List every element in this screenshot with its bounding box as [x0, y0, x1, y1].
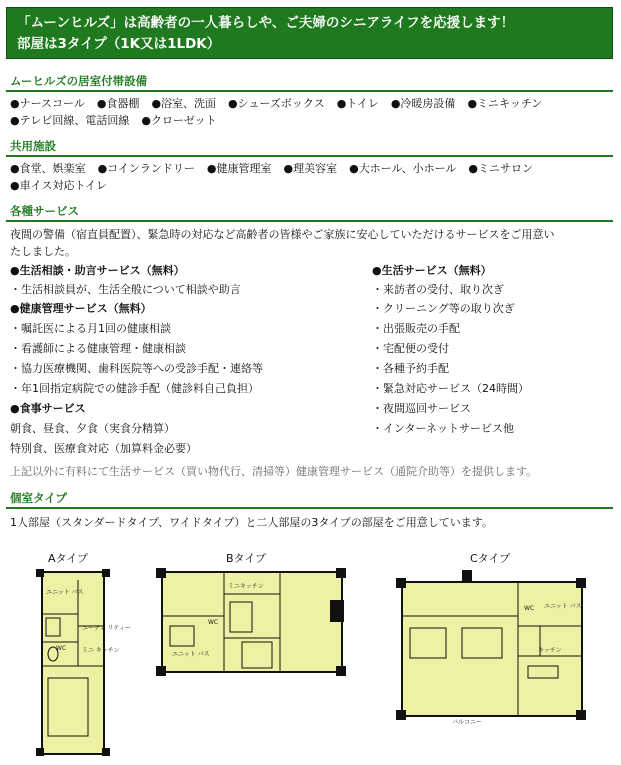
- shared-item: ●理美容室: [283, 162, 338, 175]
- service-left-6: ・協力医療機関、歯科医院等への受診手配・連絡等: [10, 362, 263, 375]
- plan-b-unit-bath-label: ユニット バス: [172, 651, 210, 658]
- floor-plan-b: [150, 566, 350, 678]
- facility-item: ●食器棚: [96, 97, 140, 110]
- shared-item: ●コインランドリー: [97, 162, 195, 175]
- shared-facilities-row-2: [10, 179, 610, 193]
- shared-item: ●食堂、娯楽室: [10, 162, 86, 175]
- shared-item: ●健康管理室: [206, 162, 272, 175]
- services-intro-line-1: 夜間の警備（宿直員配置）、緊急時の対応など高齢者の皆様やご家族に安心していただけるサービスをご用意い: [10, 228, 555, 241]
- section-services-title: 各種サービス: [6, 203, 613, 222]
- room-types-description: 1人部屋（スタンダードタイプ、ワイドタイプ）と二人部屋の3タイプの部屋をご用意しています。: [10, 516, 493, 529]
- room-facilities-row-2: [10, 114, 610, 128]
- section-room-facilities-title: ムーヒルズの居室付帯設備: [6, 73, 613, 92]
- service-right-8: ・夜間巡回サービス: [372, 402, 471, 415]
- service-left-9: 朝食、昼食、夕食（実食分精算）: [10, 422, 175, 435]
- service-left-10: 特別食、医療食対応（加算料金必要）: [10, 442, 197, 455]
- header-title: 「ムーンヒルズ」は高齢者の一人暮らしや、ご夫婦のシニアライフを応援します！: [17, 15, 515, 31]
- floor-plan-c: [390, 566, 590, 726]
- section-shared-facilities-title: 共用施設: [6, 138, 613, 157]
- floor-plan-a: [28, 566, 131, 756]
- service-left-1: ●生活相談・助言サービス（無料）: [10, 264, 185, 277]
- service-left-8: ●食事サービス: [10, 402, 86, 415]
- facility-item: ●クローゼット: [141, 114, 217, 127]
- service-right-1: ●生活サービス（無料）: [372, 264, 492, 277]
- room-facilities-row-1: [10, 97, 610, 111]
- facility-item: ●トイレ: [336, 97, 379, 110]
- facility-item: ●冷暖房設備: [390, 97, 456, 110]
- plan-c-unit-bath-label: ユニット バス: [544, 603, 582, 610]
- service-left-4: ・嘱託医による月1回の健康相談: [10, 322, 171, 335]
- services-footer-note: 上記以外に有料にて生活サービス（買い物代行、清掃等）健康管理サービス（通院介助等）を提供します。: [10, 465, 538, 478]
- service-right-7: ・緊急対応サービス（24時間）: [372, 382, 529, 395]
- services-intro-line-2: たしました。: [10, 245, 76, 258]
- facility-item: ●ナースコール: [10, 97, 85, 110]
- service-right-2: ・来訪者の受付、取り次ぎ: [372, 283, 504, 296]
- page-header-banner: [6, 7, 613, 59]
- plan-a-title: Aタイプ: [48, 552, 88, 565]
- shared-facilities-row-1: [10, 162, 610, 176]
- service-left-2: ・生活相談員が、生活全般について相談や助言: [10, 283, 241, 296]
- service-left-3: ●健康管理サービス（無料）: [10, 302, 152, 315]
- section-room-types-title: 個室タイプ: [6, 490, 613, 509]
- service-left-5: ・看護師による健康管理・健康相談: [10, 342, 186, 355]
- facility-item: ●シューズボックス: [228, 97, 325, 110]
- service-left-7: ・年1回指定病院での健診手配（健診料自己負担）: [10, 382, 259, 395]
- shared-item: ●ミニサロン: [468, 162, 533, 175]
- plan-c-kitchen-label: キッチン: [538, 647, 562, 654]
- plan-a-mini-kitchen-label: ミニ キッチン: [82, 647, 120, 654]
- service-right-6: ・各種予約手配: [372, 362, 449, 375]
- plan-b-title: Bタイプ: [226, 552, 266, 565]
- service-right-5: ・宅配便の受付: [372, 342, 449, 355]
- service-right-4: ・出張販売の手配: [372, 322, 460, 335]
- plan-a-unit-bath-label: ユニット バス: [46, 589, 84, 596]
- shared-item: ●大ホール、小ホール: [349, 162, 457, 175]
- plan-c-wc-label: WC: [524, 605, 535, 612]
- facility-item: ●テレビ回線、電話回線: [10, 114, 130, 127]
- service-right-3: ・クリーニング等の取り次ぎ: [372, 302, 515, 315]
- plan-c-title: Cタイプ: [470, 552, 511, 565]
- shared-item: ●車イス対応トイレ: [10, 179, 107, 192]
- plan-b-mini-kitchen-label: ミニキッチン: [228, 583, 264, 590]
- plan-a-wc-label: WC: [56, 645, 67, 652]
- plan-c-balcony-label: バルコニー: [452, 719, 483, 726]
- service-right-9: ・インターネットサービス他: [372, 422, 515, 435]
- plan-a-utility-label: ユーティ リティー: [82, 625, 131, 632]
- facility-item: ●浴室、洗面: [151, 97, 217, 110]
- header-subtitle: 部屋は3タイプ（1K又は1LDK）: [17, 36, 221, 52]
- facility-item: ●ミニキッチン: [467, 97, 543, 110]
- plan-b-wc-label: WC: [208, 619, 219, 626]
